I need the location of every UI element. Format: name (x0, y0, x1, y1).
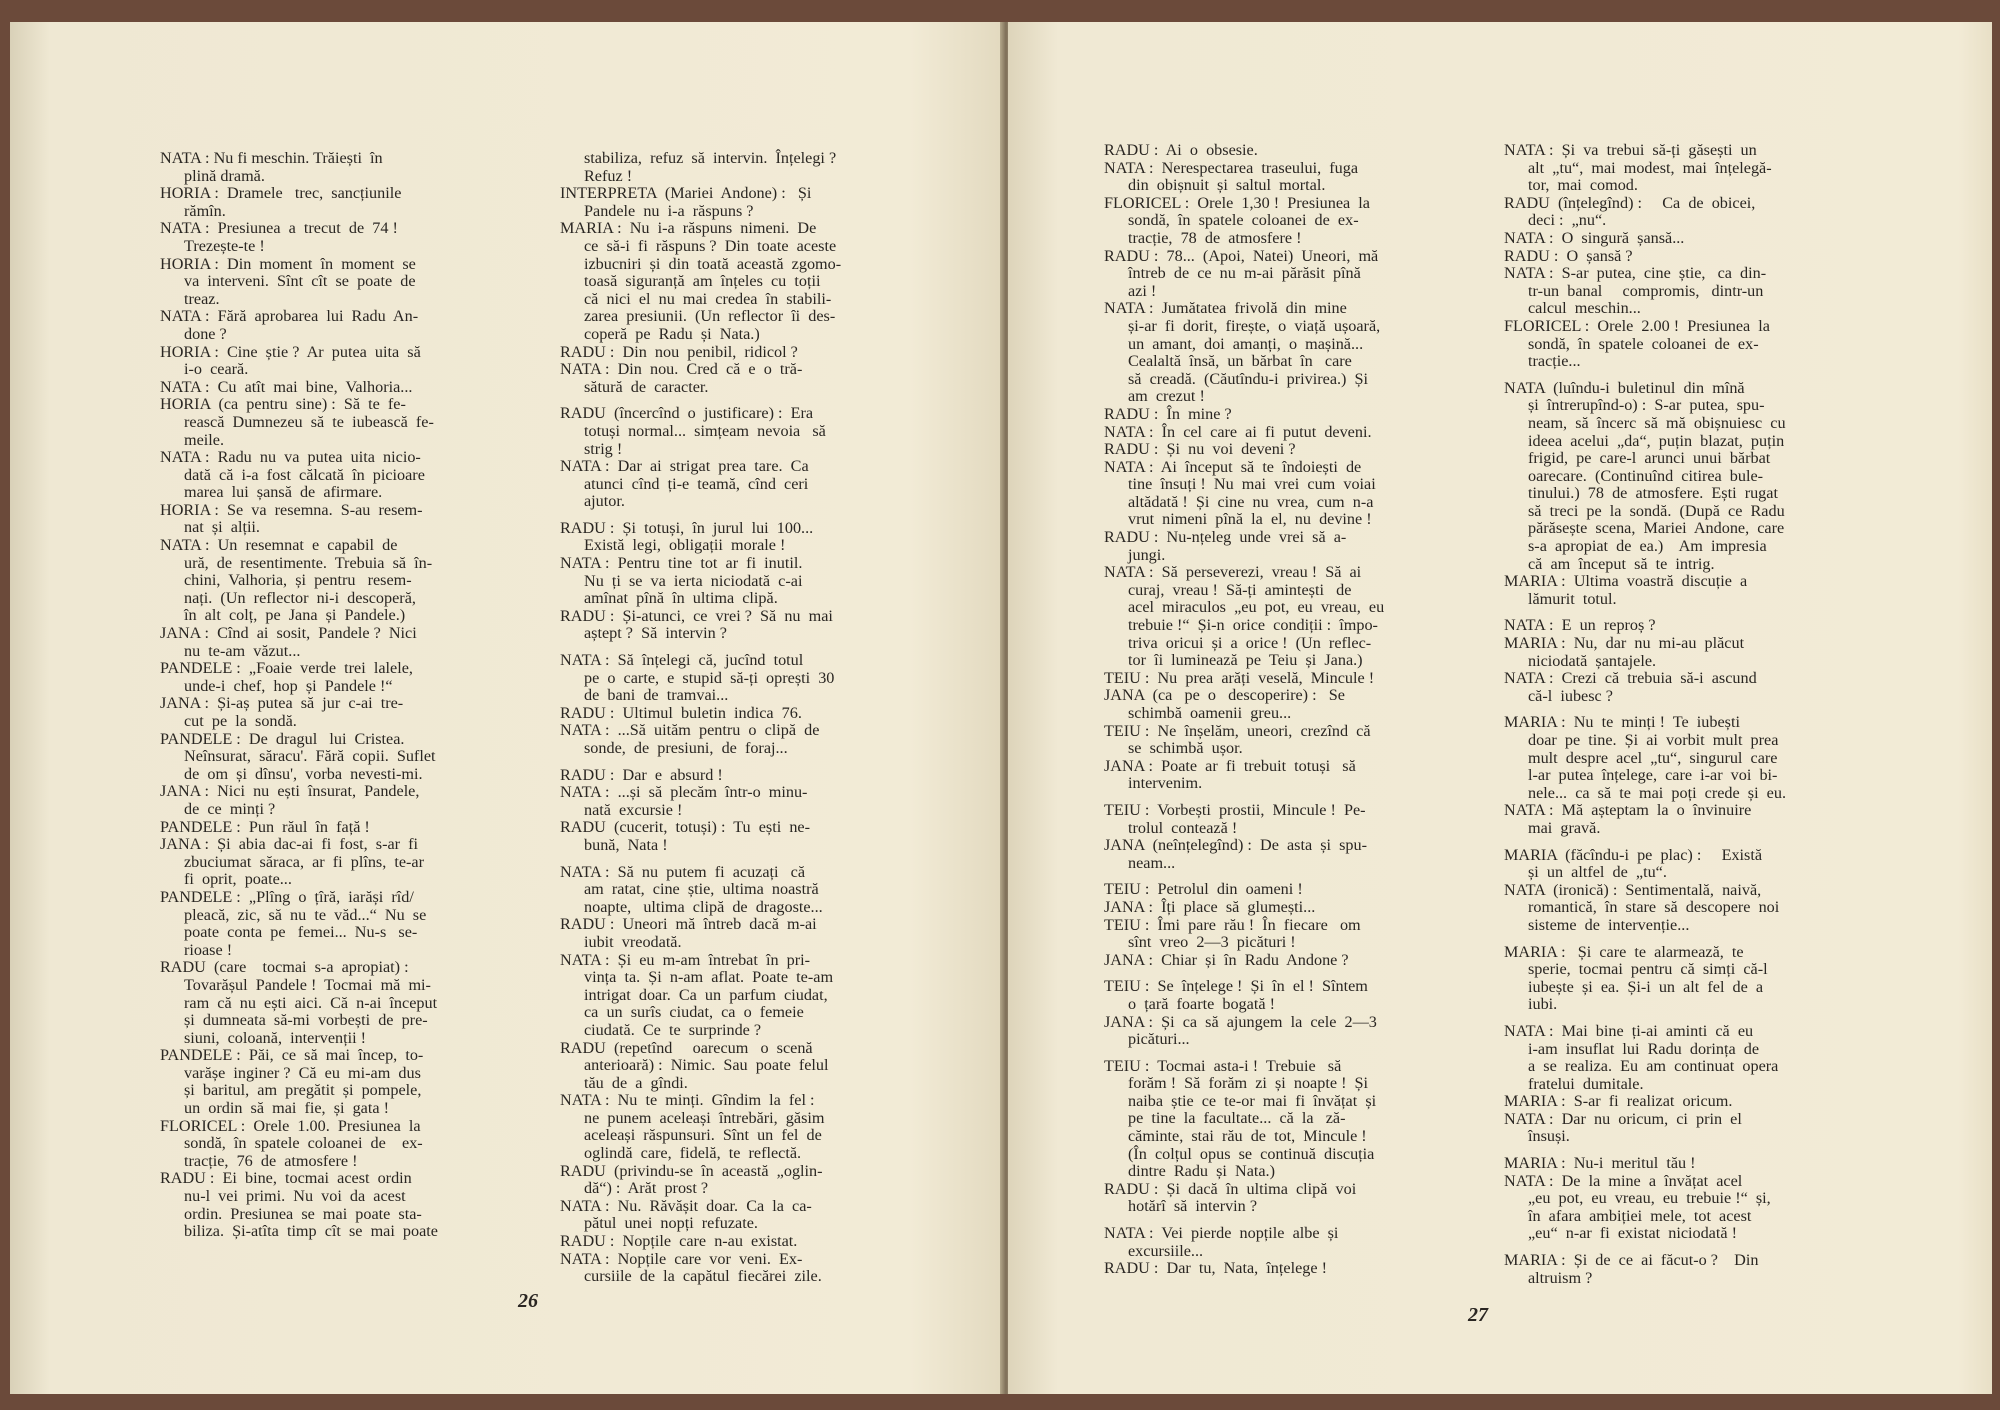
text-line: ajutor. (584, 492, 625, 511)
text-line: nu te-am văzut... (184, 641, 301, 660)
text-line: vrut nimeni pînă la el, nu devine ! (1128, 510, 1372, 529)
text-line: lămurit totul. (1528, 589, 1617, 608)
text-line: NATA : O singură șansă... (1504, 228, 1685, 247)
text-line: în afara ambiției mele, tot acest (1528, 1206, 1752, 1225)
text-line: HORIA : Se va resemna. S-au resem- (160, 500, 423, 519)
text-line: PANDELE : De dragul lui Cristea. (160, 729, 405, 748)
text-line: NATA : E un reproș ? (1504, 616, 1656, 635)
text-line: coperă pe Radu și Nata.) (584, 324, 760, 343)
text-line: MARIA : Ultima voastră discuție a (1504, 572, 1748, 591)
text-line: însuși. (1528, 1127, 1570, 1146)
text-line: că-l iubesc ? (1528, 686, 1613, 705)
text-line: NATA : Nu fi meschin. Trăiești în (160, 149, 383, 167)
text-line: meile. (184, 430, 225, 449)
text-line: dată că i-a fost călcată în picioare (184, 465, 425, 484)
text-line: RADU (repetînd oarecum o scenă (560, 1038, 813, 1057)
text-line: sătură de caracter. (584, 377, 709, 396)
text-line: RADU : Nopțile care n-au existat. (560, 1232, 798, 1251)
text-line: INTERPRETA (Mariei Andone) : Și (560, 184, 812, 203)
right-column-1 (1104, 142, 1384, 1278)
text-line: să treci pe la sondă. (După ce Radu (1528, 501, 1785, 520)
text-line: MARIA : S-ar fi realizat oricum. (1504, 1092, 1733, 1111)
text-line: dintre Radu și Nata.) (1128, 1162, 1275, 1181)
text-line: PANDELE : „Foaie verde trei lalele, (160, 659, 413, 678)
text-line: tracție... (1528, 352, 1581, 371)
text-line: trolul contează ! (1128, 818, 1238, 837)
text-line: TEIU : Vorbești prostii, Mincule ! Pe- (1104, 800, 1366, 819)
left-page (10, 22, 1004, 1394)
text-line: NATA : Vei pierde nopțile albe și (1104, 1224, 1339, 1243)
text-line: zbuciumat săraca, ar fi plîns, te-ar (184, 852, 425, 871)
text-line: rămîn. (184, 201, 226, 220)
text-line: dă“) : Arăt prost ? (584, 1179, 709, 1198)
text-line: Trezește-te ! (184, 236, 265, 255)
text-line: triva oricui și a orice ! (Un reflec- (1128, 633, 1372, 652)
text-line: „eu“ n-ar fi existat niciodată ! (1528, 1224, 1737, 1243)
text-line: jungi. (1128, 545, 1166, 564)
text-line: nată excursie ! (584, 800, 683, 819)
text-line: HORIA : Dramele trec, sancțiunile (160, 184, 402, 203)
right-page (1008, 22, 1992, 1394)
text-line: intervenim. (1128, 774, 1203, 793)
text-line: aștept ? Să intervin ? (584, 624, 727, 643)
text-line: RADU : Și dacă în ultima clipă voi (1104, 1179, 1357, 1198)
text-line: TEIU : Ne înșelăm, uneori, crezînd că (1104, 721, 1371, 740)
text-line: doar pe tine. Și ai vorbit mult prea (1528, 731, 1779, 749)
text-line: alt „tu“, mai modest, mai înțelegă- (1528, 158, 1772, 177)
text-line: oarecare. (Continuînd citirea bule- (1528, 466, 1764, 485)
text-line: toasă siguranță am înțeles cu toții (584, 272, 821, 291)
text-line: PANDELE : Pun răul în față ! (160, 817, 370, 836)
text-line: amînat pînă în ultima clipă. (584, 589, 778, 608)
text-line: NATA : Nopțile care vor veni. Ex- (560, 1249, 803, 1268)
text-line: PANDELE : „Plîng o țîră, iarăși rîd/ (160, 887, 414, 906)
text-line: RADU : Dar e absurd ! (560, 765, 723, 784)
text-line: ură, de resentimente. Trebuia să în- (184, 553, 433, 572)
text-line: RADU : În mine ? (1104, 404, 1232, 423)
text-line: NATA (luîndu-i buletinul din mînă (1504, 378, 1745, 397)
text-line: TEIU : Se înțelege ! Și în el ! Sîntem (1104, 977, 1368, 996)
text-line: NATA : Crezi că trebuia să-i ascund (1504, 669, 1757, 688)
text-line: NATA : Un resemnat e capabil de (160, 536, 398, 555)
text-line: TEIU : Nu prea arăți veselă, Mincule ! (1104, 668, 1375, 687)
text-line: și dumneata să-mi vorbești de pre- (184, 1011, 428, 1030)
text-line: din obișnuit și saltul mortal. (1128, 176, 1326, 195)
text-line: sînt vreo 2—3 picături ! (1128, 933, 1296, 952)
text-line: se schimbă ușor. (1128, 739, 1243, 758)
text-line: Pandele nu i-a răspuns ? (584, 201, 754, 220)
text-line: NATA : Mai bine ți-ai aminti că eu (1504, 1021, 1754, 1040)
text-line: NATA : Să nu putem fi acuzați că (560, 862, 806, 881)
text-line: iubește și ea. Și-i un alt fel de a (1528, 977, 1764, 996)
text-line: RADU (privindu-se în această „oglin- (560, 1161, 823, 1180)
text-line: tor îi luminează pe Teiu și Jana.) (1128, 651, 1363, 670)
text-line: sondă, în spatele coloanei de ex- (1528, 334, 1759, 353)
text-line: MARIA : Nu, dar nu mi-au plăcut (1504, 634, 1745, 653)
text-line: MARIA : Nu te minți ! Te iubești (1504, 713, 1740, 732)
text-line: că am început să te intrig. (1528, 554, 1715, 573)
text-line: tracție, 78 de atmosfere ! (1128, 228, 1302, 247)
text-line: NATA : Radu nu va putea uita nicio- (160, 448, 421, 467)
text-line: Nu ți se va ierta niciodată c-ai (584, 571, 803, 590)
text-line: RADU : Și nu voi deveni ? (1104, 440, 1296, 459)
text-line: sondă, în spatele coloanei de ex- (1128, 211, 1359, 230)
text-line: ca un surîs ciudat, ca o femeie (584, 1003, 804, 1022)
text-line: romantică, în stare să descopere noi (1528, 898, 1780, 917)
text-line: a se realiza. Eu am continuat opera (1528, 1057, 1779, 1076)
text-line: RADU : Și totuși, în jurul lui 100... (560, 518, 814, 537)
text-line: am ratat, cine știe, ultima noastră (584, 880, 819, 899)
text-line: întreb de ce nu m-ai părăsit pînă (1128, 264, 1361, 283)
text-line: nați. (Un reflector ni-i descoperă, (184, 588, 416, 607)
text-line: FLORICEL : Orele 2.00 ! Presiunea la (1504, 316, 1770, 335)
text-line: sperie, tocmai pentru că simți că-l (1528, 960, 1768, 979)
text-line: unde-i chef, hop și Pandele !“ (184, 676, 393, 695)
text-line: ram că nu ești aici. Că n-ai început (184, 993, 438, 1012)
text-line: iubi. (1528, 995, 1558, 1014)
text-line: și un altfel de „tu“. (1528, 863, 1667, 882)
text-line: chini, Valhoria, și pentru resem- (184, 571, 412, 590)
text-line: RADU : Din nou penibil, ridicol ? (560, 342, 798, 361)
text-line: ordin. Presiunea se mai poate sta- (184, 1204, 422, 1223)
text-line: MARIA : Și de ce ai făcut-o ? Din (1504, 1251, 1759, 1270)
left-column-2 (560, 150, 841, 1286)
text-line: sonde, de presiuni, de foraj... (584, 739, 788, 757)
text-line: JANA : Nici nu ești însurat, Pandele, (160, 782, 420, 801)
text-line: poate conta pe femei... Nu-s se- (184, 923, 418, 942)
text-line: Tovarășul Pandele ! Tocmai mă mi- (184, 975, 431, 994)
text-line: NATA : Ai început să te îndoiești de (1104, 457, 1362, 476)
text-line: ciudată. Ce te surprinde ? (584, 1020, 762, 1039)
text-line: părăsește scena, Mariei Andone, care (1528, 519, 1785, 538)
text-line: neam, să încerc să mă obișnuiesc cu (1528, 413, 1786, 432)
text-line: RADU : Ultimul buletin indica 76. (560, 703, 802, 722)
text-line: JANA : Chiar și în Radu Andone ? (1104, 950, 1349, 969)
text-line: NATA : Să înțelegi că, jucînd totul (560, 651, 804, 670)
text-line: stabiliza, refuz să intervin. Înțelegi ? (584, 149, 837, 167)
text-line: PANDELE : Păi, ce să mai încep, to- (160, 1046, 424, 1065)
text-line: căminte, stai rău de tot, Mincule ! (1128, 1127, 1367, 1146)
text-line: TEIU : Tocmai asta-i ! Trebuie să (1104, 1056, 1342, 1075)
text-line: aceleași răspunsuri. Sînt un fel de (584, 1126, 822, 1145)
text-line: noapte, ultima clipă de dragoste... (584, 897, 823, 916)
text-line: biliza. Și-atîta timp cît se mai poate (184, 1222, 438, 1241)
text-line: NATA : Și eu m-am întrebat în pri- (560, 950, 811, 969)
text-line: RADU (încercînd o justificare) : Era (560, 404, 814, 423)
text-line: mai gravă. (1528, 818, 1601, 837)
text-line: HORIA (ca pentru sine) : Să te fe- (160, 395, 406, 414)
text-line: RADU : Dar tu, Nata, înțelege ! (1104, 1259, 1327, 1278)
text-line: NATA : În cel care ai fi putut deveni. (1104, 422, 1372, 441)
text-line: rească Dumnezeu să te iubească fe- (184, 412, 434, 431)
right-column-2 (1504, 142, 1786, 1287)
text-line: pătul unei nopți refuzate. (584, 1214, 758, 1233)
text-line: o țară foarte bogată ! (1128, 994, 1275, 1013)
text-line: FLORICEL : Orele 1,30 ! Presiunea la (1104, 193, 1370, 212)
text-line: și baritul, am pregătit și pompele, (184, 1081, 422, 1100)
text-line: NATA : Dar ai strigat prea tare. Ca (560, 457, 809, 476)
text-line: intrigat doar. Ca un parfum ciudat, (584, 985, 828, 1004)
text-line: sondă, în spatele coloanei de ex- (184, 1134, 423, 1153)
text-line: izbucniri și din toată această zgomo- (584, 254, 842, 273)
text-line: nele... ca să te mai poți crede și eu. (1528, 783, 1787, 802)
text-line: plină dramă. (184, 166, 265, 185)
text-line: tinului.) 78 de atmosfere. Ești rugat (1528, 484, 1778, 503)
text-line: FLORICEL : Orele 1.00. Presiunea la (160, 1116, 421, 1135)
text-line: și-ar fi dorit, firește, o viață ușoară, (1128, 316, 1381, 335)
text-line: marea lui șansă de afirmare. (184, 483, 383, 502)
text-line: Există legi, obligații morale ! (584, 536, 786, 555)
text-line: pe o carte, e stupid să-ți oprești 30 (584, 668, 835, 687)
text-line: schimbă oamenii greu... (1128, 704, 1292, 722)
text-line: atunci cînd ți-e teamă, cînd ceri (584, 474, 809, 493)
text-line: NATA : Jumătatea frivolă din mine (1104, 299, 1347, 318)
text-line: NATA : Să perseverezi, vreau ! Să ai (1104, 563, 1362, 582)
text-line: fi oprit, poate... (184, 870, 292, 889)
text-line: NATA : ...Să uităm pentru o clipă de (560, 721, 820, 740)
text-line: siuni, coloană, intervenții ! (184, 1028, 367, 1047)
text-line: RADU : Și-atunci, ce vrei ? Să nu mai (560, 606, 833, 625)
text-line: NATA : Presiunea a trecut de 74 ! (160, 219, 398, 238)
text-line: tău de a gîndi. (584, 1073, 688, 1092)
text-line: NATA : ...și să plecăm într-o minu- (560, 783, 808, 802)
text-line: JANA : Cînd ai sosit, Pandele ? Nici (160, 624, 417, 643)
text-line: pe tine la facultate... că la ză- (1128, 1109, 1346, 1128)
text-line: calcul meschin... (1528, 299, 1641, 318)
text-line: oglindă care, fidelă, te reflectă. (584, 1144, 802, 1163)
text-line: deci : „nu“. (1528, 211, 1607, 230)
text-line: NATA : Din nou. Cred că e o tră- (560, 360, 803, 379)
text-line: NATA : Nerespectarea traseului, fuga (1104, 158, 1359, 177)
text-line: RADU : Ei bine, tocmai acest ordin (160, 1169, 412, 1188)
text-line: frigid, pe care-l arunci unui bărbat (1528, 449, 1771, 468)
text-line: i-am insuflat lui Radu dorința de (1528, 1039, 1760, 1058)
text-line: azi ! (1128, 281, 1157, 300)
text-line: tine însuți ! Nu mai vrei cum voiai (1128, 475, 1376, 494)
text-line: hotărî să intervin ? (1128, 1197, 1258, 1216)
text-line: NATA : Dar nu oricum, ci prin el (1504, 1109, 1742, 1128)
text-line: „eu pot, eu vreau, eu trebuie !“ și, (1528, 1189, 1771, 1208)
text-line: neam... (1128, 853, 1176, 872)
left-page-number: 26 (518, 1290, 538, 1312)
text-line: am crezut ! (1128, 387, 1205, 406)
text-line: TEIU : Îmi pare rău ! În fiecare om (1104, 915, 1361, 934)
text-line: excursiile... (1128, 1241, 1204, 1260)
text-line: forăm ! Să forăm zi și noapte ! Și (1128, 1074, 1369, 1093)
text-line: vința ta. Și n-am aflat. Poate te-am (584, 968, 834, 987)
text-line: ne punem aceleași întrebări, găsim (584, 1108, 825, 1127)
text-line: (În colțul opus se continuă discuția (1128, 1144, 1375, 1163)
text-line: niciodată șantajele. (1528, 651, 1657, 670)
text-line: NATA : Cu atît mai bine, Valhoria... (160, 377, 413, 396)
text-line: TEIU : Petrolul din oameni ! (1104, 880, 1303, 899)
text-line: NATA : Nu te minți. Gîndim la fel : (560, 1091, 815, 1110)
text-line: tracție, 76 de atmosfere ! (184, 1151, 358, 1170)
text-line: rioase ! (184, 940, 233, 959)
text-line: MARIA : Nu-i meritul tău ! (1504, 1154, 1696, 1173)
text-line: tor, mai comod. (1528, 176, 1638, 195)
text-line: de bani de tramvai... (584, 686, 729, 705)
text-line: altruism ? (1528, 1268, 1593, 1287)
text-line: Neînsurat, săracu'. Fără copii. Suflet (184, 747, 436, 766)
text-line: JANA (ca pe o descoperire) : Se (1104, 686, 1345, 705)
text-line: naiba știe ce te-or mai fi învățat și (1128, 1091, 1377, 1110)
text-line: JANA : Poate ar fi trebuit totuși să (1104, 756, 1356, 775)
text-line: zarea presiunii. (Un reflector îi des- (584, 307, 836, 326)
text-line: totuși normal... simțeam nevoia să (584, 421, 826, 440)
text-line: NATA : Pentru tine tot ar fi inutil. (560, 554, 803, 573)
text-line: sisteme de intervenție... (1528, 915, 1690, 934)
text-line: MARIA : Nu i-a răspuns nimeni. De (560, 219, 817, 238)
text-line: cursiile de la capătul fiecărei zile. (584, 1267, 822, 1286)
text-line: varășe inginer ? Că eu mi-am dus (184, 1063, 421, 1082)
text-line: JANA : Și ca să ajungem la cele 2—3 (1104, 1012, 1377, 1031)
text-line: JANA : Și-aș putea să jur c-ai tre- (160, 694, 404, 713)
text-line: NATA : Mă așteptam la o învinuire (1504, 801, 1752, 820)
text-line: acel miraculos „eu pot, eu vreau, eu (1128, 598, 1385, 617)
text-line: JANA (neînțelegînd) : De asta și spu- (1104, 836, 1367, 855)
text-line: NATA (ironică) : Sentimentală, naivă, (1504, 880, 1762, 899)
text-line: RADU (care tocmai s-a apropiat) : (160, 958, 409, 977)
text-line: RADU : O șansă ? (1504, 246, 1633, 265)
text-line: RADU : Uneori mă întreb dacă m-ai (560, 915, 817, 934)
text-line: NATA : Nu. Răvășit doar. Ca la ca- (560, 1196, 812, 1215)
text-line: un amant, doi amanți, o mașină... (1128, 334, 1364, 353)
text-line: pleacă, zic, să nu te văd...“ Nu se (184, 905, 427, 924)
text-line: că nici el nu mai credea în stabili- (584, 289, 832, 308)
text-line: să creadă. (Căutîndu-i privirea.) Și (1128, 369, 1369, 388)
text-line: nat și alții. (184, 518, 260, 537)
text-line: done ? (184, 324, 227, 343)
text-line: și întrerupînd-o) : S-ar putea, spu- (1528, 396, 1765, 415)
text-line: RADU : Ai o obsesie. (1104, 141, 1258, 159)
text-line: de ce minți ? (184, 799, 276, 818)
text-line: picături... (1128, 1030, 1190, 1049)
text-line: i-o ceară. (184, 360, 249, 379)
right-page-number: 27 (1468, 1304, 1488, 1326)
text-line: RADU (cucerit, totuși) : Tu ești ne- (560, 818, 810, 837)
left-column-1 (160, 150, 438, 1241)
text-line: JANA : Îți place să glumești... (1104, 897, 1316, 916)
text-line: RADU : Nu-nțeleg unde vrei să a- (1104, 528, 1347, 547)
text-line: în alt colț, pe Jana și Pandele.) (184, 606, 406, 625)
text-line: curaj, vreau ! Să-ți amintești de (1128, 580, 1352, 599)
text-line: NATA : S-ar putea, cine știe, ca din- (1504, 264, 1767, 283)
text-line: NATA : Fără aprobarea lui Radu An- (160, 307, 419, 326)
text-line: fratelui dumitale. (1528, 1074, 1644, 1093)
text-line: treaz. (184, 289, 220, 308)
text-line: NATA : De la mine a învățat acel (1504, 1171, 1743, 1190)
text-line: va interveni. Sînt cît se poate de (184, 272, 416, 291)
text-line: nu-l vei primi. Nu voi da acest (184, 1187, 406, 1206)
text-line: Refuz ! (584, 166, 633, 185)
text-line: HORIA : Din moment în moment se (160, 254, 416, 273)
text-line: RADU (înțelegînd) : Ca de obicei, (1504, 193, 1756, 212)
text-line: trebuie !“ Și-n orice condiții : împo- (1128, 616, 1378, 635)
text-line: de om și dînsu', vorba nevesti-mi. (184, 764, 423, 783)
text-line: ce să-i fi răspuns ? Din toate aceste (584, 236, 837, 255)
text-line: JANA : Și abia dac-ai fi fost, s-ar fi (160, 835, 419, 854)
text-line: ideea acelui „da“, puțin blazat, puțin (1528, 431, 1785, 450)
text-line: mult despre acel „tu“, singurul care (1528, 748, 1778, 767)
text-line: NATA : Și va trebui să-ți găsești un (1504, 141, 1757, 159)
text-line: cut pe la sondă. (184, 712, 297, 730)
text-line: iubit vreodată. (584, 932, 682, 951)
text-line: MARIA : Și care te alarmează, te (1504, 942, 1744, 961)
text-line: un ordin să mai fie, și gata ! (184, 1099, 389, 1118)
text-line: altădată ! Și cine nu vrea, cum n-a (1128, 492, 1374, 511)
text-line: strig ! (584, 439, 623, 458)
text-line: s-a apropiat de ea.) Am impresia (1528, 537, 1767, 556)
text-line: Cealaltă însă, un bărbat în care (1128, 352, 1352, 371)
text-line: MARIA (făcîndu-i pe plac) : Există (1504, 845, 1763, 864)
text-line: l-ar putea înțelege, care i-ar voi bi- (1528, 766, 1778, 785)
text-line: anterioară) : Nimic. Sau poate felul (584, 1056, 829, 1075)
text-line: HORIA : Cine știe ? Ar putea uita să (160, 342, 421, 361)
text-line: tr-un banal compromis, dintr-un (1528, 281, 1764, 300)
text-line: bună, Nata ! (584, 835, 668, 854)
text-line: RADU : 78... (Apoi, Natei) Uneori, mă (1104, 246, 1379, 265)
